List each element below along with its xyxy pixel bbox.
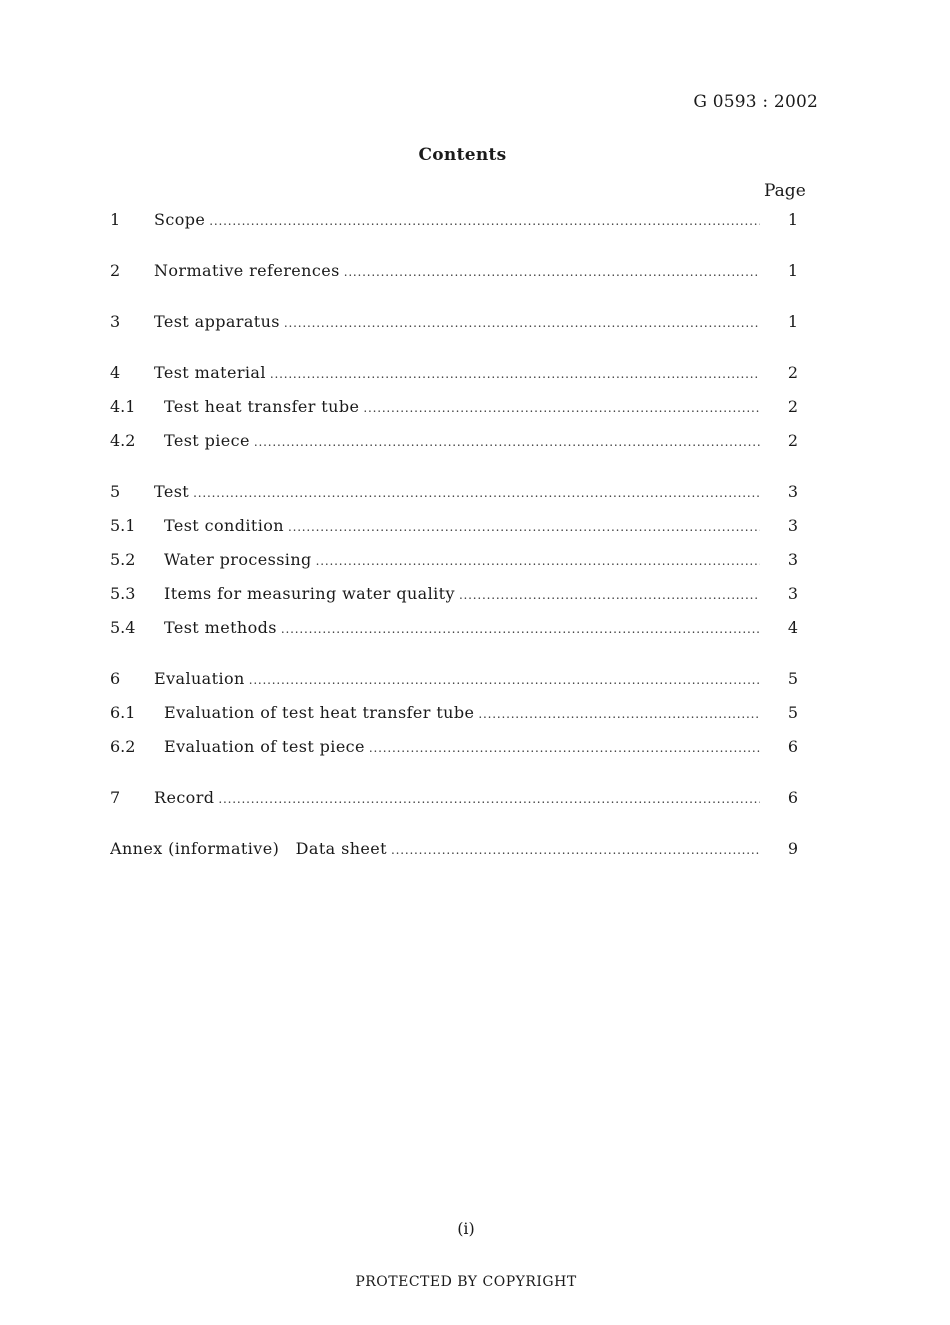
toc-leader-dots — [209, 209, 760, 233]
toc-entry-title: Test piece — [164, 431, 250, 450]
toc-entry-page: 1 — [787, 210, 799, 229]
copyright-footer: PROTECTED BY COPYRIGHT — [355, 1274, 577, 1290]
toc-entry-number: 4.2 — [110, 431, 136, 450]
toc-leader-dots — [363, 396, 760, 420]
toc-entry-title: Annex (informative) Data sheet — [110, 839, 387, 858]
toc-entry-page: 5 — [787, 669, 799, 688]
toc-entry-number: 6.2 — [110, 737, 136, 756]
toc-entry-page: 1 — [787, 312, 799, 331]
toc-entry-page: 3 — [787, 584, 799, 603]
toc-entry-number: 1 — [110, 210, 121, 229]
toc-entry-number: 5 — [110, 482, 121, 501]
toc-entry-number: 4.1 — [110, 397, 136, 416]
toc-entry-title: Test heat transfer tube — [164, 397, 360, 416]
toc-leader-dots — [288, 515, 760, 539]
toc-entry-title: Evaluation — [154, 669, 245, 688]
toc-leader-dots — [316, 549, 760, 573]
toc-entry-page: 6 — [787, 788, 799, 807]
toc-leader-dots — [270, 362, 760, 386]
toc-entry-normative-references[interactable] — [110, 259, 810, 283]
toc-entry-title: Scope — [154, 210, 206, 229]
toc-entry-title: Water processing — [164, 550, 312, 569]
toc-entry-title: Test apparatus — [154, 312, 280, 331]
toc-entry-number: 5.2 — [110, 550, 136, 569]
toc-entry-title: Test condition — [164, 516, 284, 535]
toc-entry-page: 9 — [787, 839, 799, 858]
toc-entry-title: Test methods — [164, 618, 277, 637]
toc-entry-water-processing[interactable] — [110, 548, 810, 572]
toc-leader-dots — [254, 430, 760, 454]
page-number: (i) — [457, 1219, 475, 1238]
toc-entry-title: Normative references — [154, 261, 340, 280]
toc-leader-dots — [391, 838, 760, 862]
toc-entry-page: 4 — [787, 618, 799, 637]
toc-entry-page: 6 — [787, 737, 799, 756]
toc-entry-page: 3 — [787, 550, 799, 569]
toc-entry-number: 7 — [110, 788, 121, 807]
toc-entry-number: 3 — [110, 312, 121, 331]
toc-entry-title: Evaluation of test piece — [164, 737, 365, 756]
toc-leader-dots — [193, 481, 760, 505]
toc-entry-page: 2 — [787, 363, 799, 382]
toc-entry-page: 2 — [787, 397, 799, 416]
toc-entry-page: 1 — [787, 261, 799, 280]
toc-entry-title: Test — [154, 482, 190, 501]
toc-entry-items-for-measuring-water-quality[interactable] — [110, 582, 810, 606]
toc-entry-scope[interactable] — [110, 208, 810, 232]
toc-entry-test-material[interactable] — [110, 361, 810, 385]
toc-entry-evaluation-of-test-heat-transfer-tube[interactable] — [110, 701, 810, 725]
toc-leader-dots — [281, 617, 760, 641]
toc-entry-evaluation[interactable] — [110, 667, 810, 691]
toc-entry-record[interactable] — [110, 786, 810, 810]
toc-entry-evaluation-of-test-piece[interactable] — [110, 735, 810, 759]
toc-entry-page: 3 — [787, 516, 799, 535]
toc-entry-test[interactable] — [110, 480, 810, 504]
toc-entry-test-apparatus[interactable] — [110, 310, 810, 334]
toc-entry-annex-data-sheet[interactable] — [110, 837, 810, 861]
toc-entry-number: 2 — [110, 261, 121, 280]
toc-entry-test-condition[interactable] — [110, 514, 810, 538]
toc-leader-dots — [369, 736, 760, 760]
toc-entry-number: 5.1 — [110, 516, 136, 535]
toc-entry-title: Test material — [154, 363, 266, 382]
toc-entry-number: 6.1 — [110, 703, 136, 722]
toc-entry-test-heat-transfer-tube[interactable] — [110, 395, 810, 419]
contents-title: Contents — [418, 145, 507, 165]
toc-entry-page: 5 — [787, 703, 799, 722]
toc-entry-page: 3 — [787, 482, 799, 501]
toc-entry-title: Items for measuring water quality — [164, 584, 455, 603]
toc-entry-number: 4 — [110, 363, 121, 382]
toc-leader-dots — [344, 260, 760, 284]
toc-entry-number: 5.4 — [110, 618, 136, 637]
toc-leader-dots — [459, 583, 760, 607]
toc-entry-title: Evaluation of test heat transfer tube — [164, 703, 475, 722]
toc-entry-number: 6 — [110, 669, 121, 688]
document-code: G 0593 : 2002 — [693, 92, 818, 112]
toc-leader-dots — [249, 668, 760, 692]
toc-entry-title: Record — [154, 788, 215, 807]
toc-entry-page: 2 — [787, 431, 799, 450]
toc-leader-dots — [218, 787, 760, 811]
toc-entry-number: 5.3 — [110, 584, 136, 603]
toc-leader-dots — [478, 702, 760, 726]
page-column-heading: Page — [764, 181, 806, 201]
toc-entry-test-piece[interactable] — [110, 429, 810, 453]
toc-leader-dots — [284, 311, 760, 335]
toc-entry-test-methods[interactable] — [110, 616, 810, 640]
